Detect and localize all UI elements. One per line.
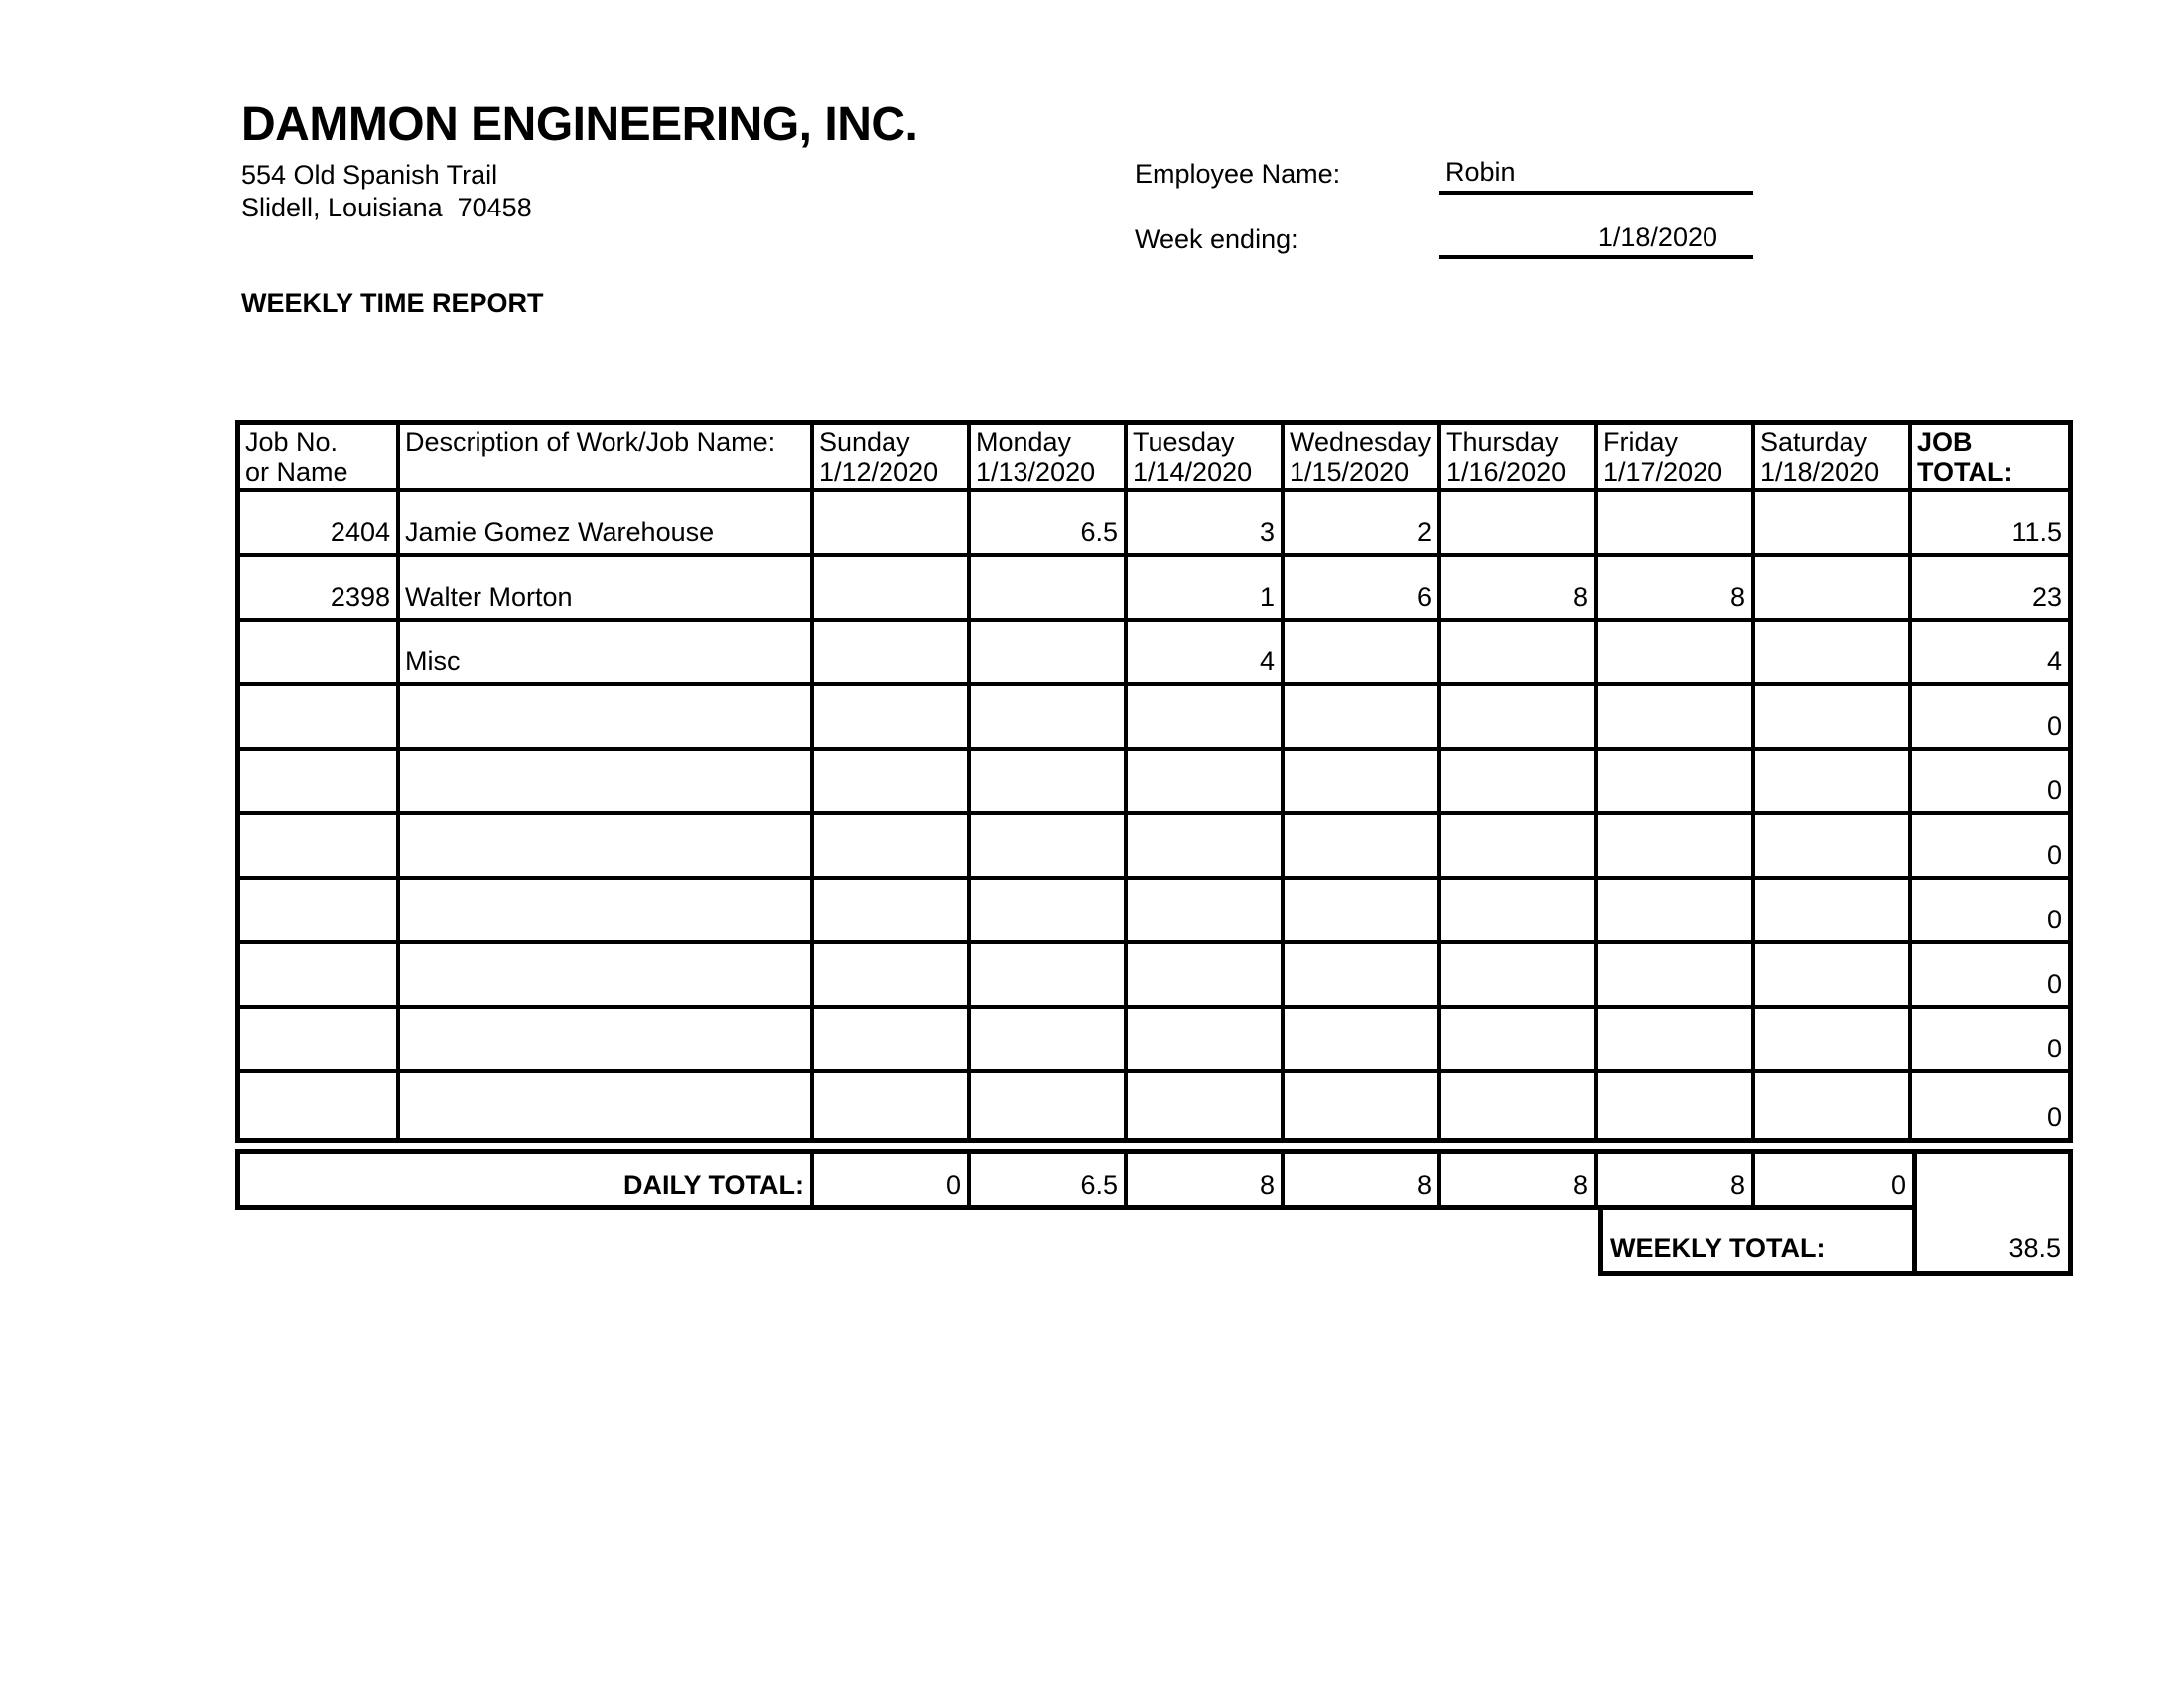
cell-hours — [1128, 1009, 1285, 1073]
cell-hours — [1441, 492, 1598, 557]
cell-hours — [1441, 1009, 1598, 1073]
cell-hours: 6 — [1285, 557, 1441, 622]
company-address-line2: Slidell, Louisiana 70458 — [241, 193, 532, 222]
cell-job-no — [240, 815, 400, 880]
col-header-thursday: Thursday 1/16/2020 — [1441, 425, 1598, 492]
cell-hours — [1128, 751, 1285, 815]
cell-hours — [1755, 815, 1912, 880]
cell-hours — [971, 557, 1128, 622]
cell-hours — [814, 815, 971, 880]
daily-total-tuesday: 8 — [1128, 1154, 1285, 1205]
cell-job-total: 0 — [1912, 1009, 2068, 1073]
cell-job-total: 0 — [1912, 880, 2068, 944]
cell-hours — [1441, 944, 1598, 1009]
cell-hours — [1598, 815, 1755, 880]
cell-hours: 8 — [1598, 557, 1755, 622]
cell-hours — [814, 944, 971, 1009]
cell-hours — [1755, 751, 1912, 815]
cell-hours — [1598, 1009, 1755, 1073]
cell-description — [400, 944, 814, 1009]
cell-hours — [1441, 622, 1598, 686]
col-header-description: Description of Work/Job Name: — [400, 425, 814, 492]
employee-name-value: Robin — [1445, 157, 1516, 187]
cell-hours — [814, 686, 971, 751]
cell-hours — [971, 751, 1128, 815]
cell-hours — [1755, 492, 1912, 557]
cell-hours: 8 — [1441, 557, 1598, 622]
cell-hours — [1755, 944, 1912, 1009]
cell-hours — [814, 622, 971, 686]
cell-hours — [1755, 880, 1912, 944]
cell-hours — [1441, 1073, 1598, 1138]
cell-hours — [1755, 686, 1912, 751]
cell-hours — [1285, 622, 1441, 686]
daily-total-monday: 6.5 — [971, 1154, 1128, 1205]
cell-hours — [1598, 880, 1755, 944]
daily-total-saturday: 0 — [1890, 1170, 1906, 1199]
cell-hours — [1285, 1073, 1441, 1138]
cell-hours — [1598, 944, 1755, 1009]
col-header-friday: Friday 1/17/2020 — [1598, 425, 1755, 492]
cell-hours — [1441, 815, 1598, 880]
cell-hours: 2 — [1285, 492, 1441, 557]
cell-hours — [1755, 557, 1912, 622]
cell-description — [400, 1073, 814, 1138]
cell-job-total: 0 — [1912, 815, 2068, 880]
col-header-sunday: Sunday 1/12/2020 — [814, 425, 971, 492]
cell-hours: 3 — [1128, 492, 1285, 557]
daily-total-row — [235, 1149, 1912, 1210]
cell-job-no — [240, 1009, 400, 1073]
cell-description: Jamie Gomez Warehouse — [400, 492, 814, 557]
cell-hours — [1128, 880, 1285, 944]
cell-hours — [814, 1009, 971, 1073]
daily-total-sunday: 0 — [814, 1154, 971, 1205]
cell-job-no — [240, 751, 400, 815]
cell-hours — [971, 880, 1128, 944]
cell-description — [400, 880, 814, 944]
cell-hours — [814, 880, 971, 944]
cell-hours — [814, 557, 971, 622]
company-address-line1: 554 Old Spanish Trail — [241, 160, 498, 190]
cell-hours — [1598, 492, 1755, 557]
cell-hours — [1285, 815, 1441, 880]
cell-hours — [1128, 815, 1285, 880]
employee-name-underline — [1439, 191, 1753, 195]
cell-job-no: 2398 — [240, 557, 400, 622]
cell-hours — [1755, 1073, 1912, 1138]
cell-description: Misc — [400, 622, 814, 686]
cell-hours — [971, 622, 1128, 686]
cell-hours — [1598, 622, 1755, 686]
cell-job-total: 0 — [1912, 944, 2068, 1009]
daily-total-friday: 8 — [1598, 1154, 1755, 1205]
cell-hours: 4 — [1128, 622, 1285, 686]
cell-job-no — [240, 944, 400, 1009]
cell-hours — [971, 944, 1128, 1009]
cell-job-total: 0 — [1912, 751, 2068, 815]
weekly-total-label: WEEKLY TOTAL: — [1598, 1210, 1912, 1276]
cell-job-total: 0 — [2046, 1102, 2062, 1132]
company-name: DAMMON ENGINEERING, INC. — [241, 98, 918, 151]
cell-hours — [971, 815, 1128, 880]
daily-total-wednesday: 8 — [1285, 1154, 1441, 1205]
cell-hours — [1441, 751, 1598, 815]
cell-hours: 6.5 — [971, 492, 1128, 557]
cell-hours — [814, 751, 971, 815]
cell-job-total: 0 — [1912, 686, 2068, 751]
cell-hours — [1598, 686, 1755, 751]
col-header-job-total: JOB TOTAL: — [1912, 425, 2068, 492]
cell-hours — [1285, 751, 1441, 815]
cell-description — [400, 686, 814, 751]
cell-description — [400, 751, 814, 815]
cell-description: Walter Morton — [400, 557, 814, 622]
daily-total-thursday: 8 — [1441, 1154, 1598, 1205]
cell-hours — [1285, 1009, 1441, 1073]
week-ending-value: 1/18/2020 — [1597, 222, 1717, 252]
cell-hours — [1598, 1073, 1755, 1138]
col-header-wednesday: Wednesday 1/15/2020 — [1285, 425, 1441, 492]
cell-hours — [1128, 944, 1285, 1009]
cell-hours — [814, 492, 971, 557]
cell-job-total: 4 — [1912, 622, 2068, 686]
cell-hours — [1598, 751, 1755, 815]
cell-job-no: 2404 — [240, 492, 400, 557]
cell-description — [400, 815, 814, 880]
cell-hours — [1755, 1009, 1912, 1073]
col-header-monday: Monday 1/13/2020 — [971, 425, 1128, 492]
cell-hours — [1441, 686, 1598, 751]
cell-job-no — [240, 880, 400, 944]
week-ending-label: Week ending: — [1135, 224, 1298, 254]
cell-description — [400, 1009, 814, 1073]
cell-hours — [1755, 622, 1912, 686]
cell-hours — [1285, 880, 1441, 944]
cell-hours — [1285, 686, 1441, 751]
cell-job-total: 11.5 — [1912, 492, 2068, 557]
cell-hours — [971, 686, 1128, 751]
col-header-tuesday: Tuesday 1/14/2020 — [1128, 425, 1285, 492]
cell-hours — [1128, 686, 1285, 751]
cell-hours — [971, 1073, 1128, 1138]
col-header-saturday: Saturday 1/18/2020 — [1755, 425, 1912, 492]
weekly-total-value: 38.5 — [1912, 1149, 2073, 1276]
week-ending-underline — [1439, 255, 1753, 259]
report-title: WEEKLY TIME REPORT — [241, 288, 544, 318]
timesheet-table — [235, 420, 2073, 1143]
cell-hours — [1285, 944, 1441, 1009]
col-header-job-no: Job No. or Name — [240, 425, 400, 492]
cell-job-no — [240, 622, 400, 686]
cell-job-total: 23 — [1912, 557, 2068, 622]
cell-job-no — [240, 686, 400, 751]
cell-hours — [814, 1073, 971, 1138]
cell-hours — [1441, 880, 1598, 944]
cell-job-no — [240, 1073, 400, 1138]
daily-total-label: DAILY TOTAL: — [240, 1154, 814, 1205]
cell-hours: 1 — [1128, 557, 1285, 622]
employee-name-label: Employee Name: — [1135, 159, 1341, 189]
cell-hours — [1128, 1073, 1285, 1138]
cell-hours — [971, 1009, 1128, 1073]
